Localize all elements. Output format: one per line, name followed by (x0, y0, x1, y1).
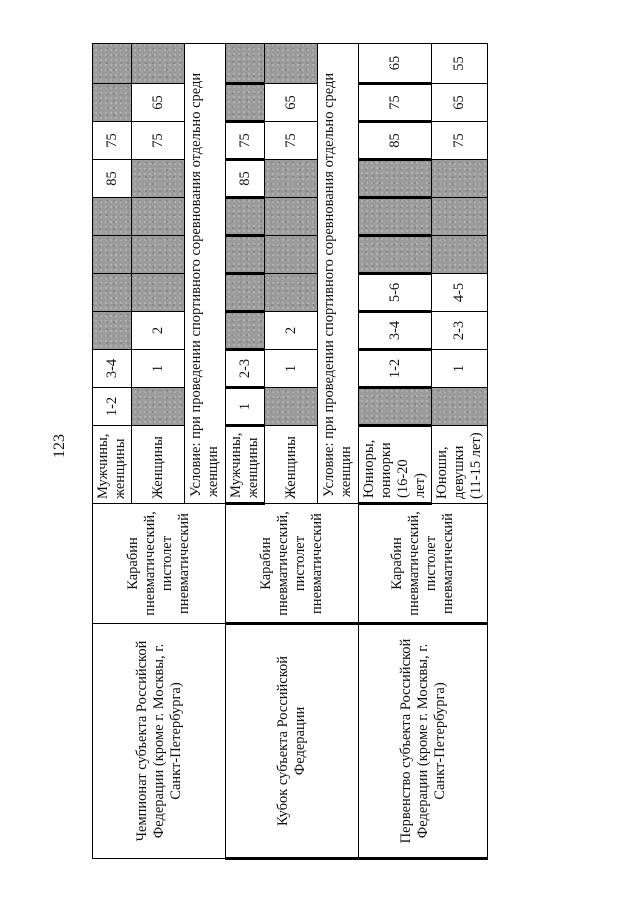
place-cell: 75 (432, 122, 488, 160)
place-cell: 5-6 (359, 274, 432, 312)
place-cell: 1 (132, 350, 185, 388)
shaded-cell (226, 84, 265, 122)
weapon-discipline: Карабин пневматический, пистолет пневматический (226, 504, 359, 624)
shaded-cell (265, 388, 318, 426)
place-cell: 65 (432, 84, 488, 122)
page-number: 123 (51, 434, 68, 458)
place-cell: 3-4 (93, 350, 132, 388)
place-cell: 2-3 (432, 312, 488, 350)
shaded-cell (432, 160, 488, 198)
place-cell: 1 (265, 350, 318, 388)
sports-categories-table-rotated (92, 45, 484, 860)
weapon-discipline: Карабин пневматический, пистолет пневматический (359, 504, 488, 624)
place-cell: 2 (132, 312, 185, 350)
age-sex-category: Женщины (132, 426, 185, 504)
weapon-discipline: Карабин пневматический, пистолет пневматический (93, 504, 226, 624)
shaded-cell (265, 274, 318, 312)
sports-categories-table-frame (92, 45, 484, 860)
age-sex-category: Мужчины, женщины (226, 426, 265, 504)
shaded-cell (93, 312, 132, 350)
shaded-cell (265, 160, 318, 198)
place-cell: 1-2 (359, 350, 432, 388)
place-cell: 75 (93, 122, 132, 160)
table-row (93, 44, 132, 859)
place-cell: 75 (359, 84, 432, 122)
shaded-cell (359, 198, 432, 236)
place-cell: 65 (132, 84, 185, 122)
place-cell: 75 (226, 122, 265, 160)
shaded-cell (132, 274, 185, 312)
shaded-cell (132, 160, 185, 198)
shaded-cell (93, 84, 132, 122)
shaded-cell (359, 160, 432, 198)
event-name: Чемпионат субъекта Российской Федерации (кроме г. Москвы, г. Санкт-Петербурга) (93, 624, 226, 859)
event-name: Первенство субъекта Российской Федерации (кроме г. Москвы, г. Санкт-Петербурга) (359, 624, 488, 859)
place-cell: 75 (265, 122, 318, 160)
place-cell: 65 (359, 44, 432, 84)
condition-note: Условие: при проведении спортивного соревнования отдельно среди женщин (185, 44, 226, 504)
place-cell: 65 (265, 84, 318, 122)
shaded-cell (93, 198, 132, 236)
shaded-cell (432, 236, 488, 274)
shaded-cell (359, 388, 432, 426)
place-cell: 2 (265, 312, 318, 350)
age-sex-category: Женщины (265, 426, 318, 504)
shaded-cell (265, 198, 318, 236)
shaded-cell (93, 274, 132, 312)
shaded-cell (432, 388, 488, 426)
place-cell: 85 (226, 160, 265, 198)
sports-categories-table (92, 43, 488, 860)
table-body (93, 44, 488, 859)
event-name: Кубок субъекта Российской Федерации (226, 624, 359, 859)
place-cell: 85 (93, 160, 132, 198)
table-row (226, 44, 265, 859)
place-cell: 55 (432, 44, 488, 84)
table-row (359, 44, 432, 859)
shaded-cell (132, 44, 185, 84)
place-cell: 85 (359, 122, 432, 160)
age-sex-category: Юниоры, юниорки (16-20 лет) (359, 426, 432, 504)
place-cell: 4-5 (432, 274, 488, 312)
condition-note: Условие: при проведении спортивного соревнования отдельно среди женщин (318, 44, 359, 504)
shaded-cell (93, 236, 132, 274)
place-cell: 1 (226, 388, 265, 426)
age-sex-category: Юноши, девушки (11-15 лет) (432, 426, 488, 504)
shaded-cell (226, 312, 265, 350)
shaded-cell (132, 388, 185, 426)
place-cell: 75 (132, 122, 185, 160)
shaded-cell (265, 236, 318, 274)
place-cell: 3-4 (359, 312, 432, 350)
place-cell: 1 (432, 350, 488, 388)
place-cell: 1-2 (93, 388, 132, 426)
shaded-cell (226, 198, 265, 236)
shaded-cell (93, 44, 132, 84)
shaded-cell (226, 274, 265, 312)
shaded-cell (226, 236, 265, 274)
shaded-cell (226, 44, 265, 84)
shaded-cell (265, 44, 318, 84)
shaded-cell (132, 198, 185, 236)
shaded-cell (359, 236, 432, 274)
shaded-cell (432, 198, 488, 236)
place-cell: 2-3 (226, 350, 265, 388)
shaded-cell (132, 236, 185, 274)
age-sex-category: Мужчины, женщины (93, 426, 132, 504)
